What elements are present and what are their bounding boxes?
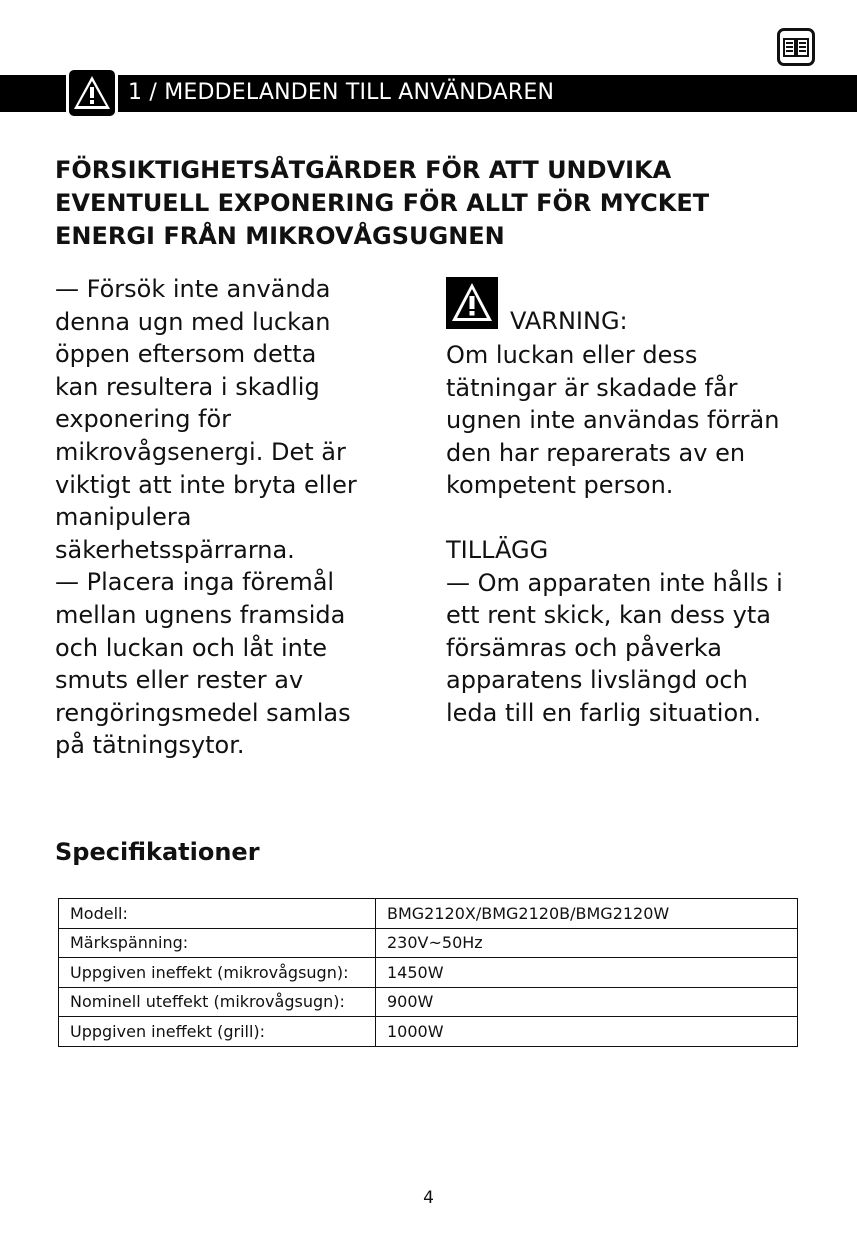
spec-value: 230V~50Hz <box>376 928 798 958</box>
manual-book-icon <box>777 28 815 66</box>
text-line: smuts eller rester av <box>55 666 304 695</box>
text-line: denna ugn med luckan <box>55 307 331 336</box>
text-line: den har reparerats av en <box>446 438 746 467</box>
spec-label: Uppgiven ineffekt (mikrovågsugn): <box>59 958 376 988</box>
text-line: försämras och påverka <box>446 633 722 662</box>
text-line: manipulera <box>55 503 192 532</box>
table-row <box>59 928 798 958</box>
table-row <box>59 899 798 929</box>
text-line: mikrovågsenergi. Det är <box>55 437 346 466</box>
warning-triangle-icon <box>66 67 118 119</box>
text-line: leda till en farlig situation. <box>446 698 761 727</box>
spec-value: 900W <box>376 987 798 1017</box>
text-line: — Placera inga föremål <box>55 568 335 597</box>
text-line: apparatens livslängd och <box>446 666 748 695</box>
spec-value: 1000W <box>376 1017 798 1047</box>
text-line: kompetent person. <box>446 471 674 500</box>
warning-label: VARNING: <box>510 307 628 335</box>
specifications-heading: Specifikationer <box>55 838 260 866</box>
text-line: säkerhetsspärrarna. <box>55 535 295 564</box>
text-line: öppen eftersom detta <box>55 340 317 369</box>
page-title-line: ENERGI FRÅN MIKROVÅGSUGNEN <box>55 222 505 250</box>
section-title: 1 / MEDDELANDEN TILL ANVÄNDAREN <box>128 80 555 105</box>
spec-label: Uppgiven ineffekt (grill): <box>59 1017 376 1047</box>
text-line: ugnen inte användas förrän <box>446 406 780 435</box>
specifications-table <box>58 898 798 1047</box>
text-line: och luckan och låt inte <box>55 633 328 662</box>
text-line: viktigt att inte bryta eller <box>55 470 357 499</box>
addition-label: TILLÄGG <box>446 535 549 564</box>
table-row <box>59 958 798 988</box>
page-title <box>55 154 815 253</box>
table-row <box>59 987 798 1017</box>
text-line: — Om apparaten inte hålls i <box>446 568 783 597</box>
page-title-line: EVENTUELL EXPONERING FÖR ALLT FÖR MYCKET <box>55 189 710 217</box>
spec-value: 1450W <box>376 958 798 988</box>
table-row <box>59 1017 798 1047</box>
text-line: kan resultera i skadlig <box>55 372 320 401</box>
text-line: exponering för <box>55 405 232 434</box>
spec-label: Märkspänning: <box>59 928 376 958</box>
page-number: 4 <box>423 1188 434 1208</box>
text-line: ett rent skick, kan dess yta <box>446 601 771 630</box>
text-line: på tätningsytor. <box>55 731 245 760</box>
text-line: Om luckan eller dess <box>446 341 698 369</box>
warning-triangle-icon <box>446 277 498 329</box>
precautions-text <box>55 273 395 762</box>
text-line: tätningar är skadade får <box>446 373 738 402</box>
spec-label: Nominell uteffekt (mikrovågsugn): <box>59 987 376 1017</box>
warning-heading <box>446 277 846 339</box>
page-title-line: FÖRSIKTIGHETSÅTGÄRDER FÖR ATT UNDVIKA <box>55 156 672 184</box>
spec-value: BMG2120X/BMG2120B/BMG2120W <box>376 899 798 929</box>
text-line: — Försök inte använda <box>55 275 331 303</box>
text-line: rengöringsmedel samlas <box>55 698 351 727</box>
spec-label: Modell: <box>59 899 376 929</box>
warning-section <box>446 277 846 730</box>
text-line: mellan ugnens framsida <box>55 600 346 629</box>
